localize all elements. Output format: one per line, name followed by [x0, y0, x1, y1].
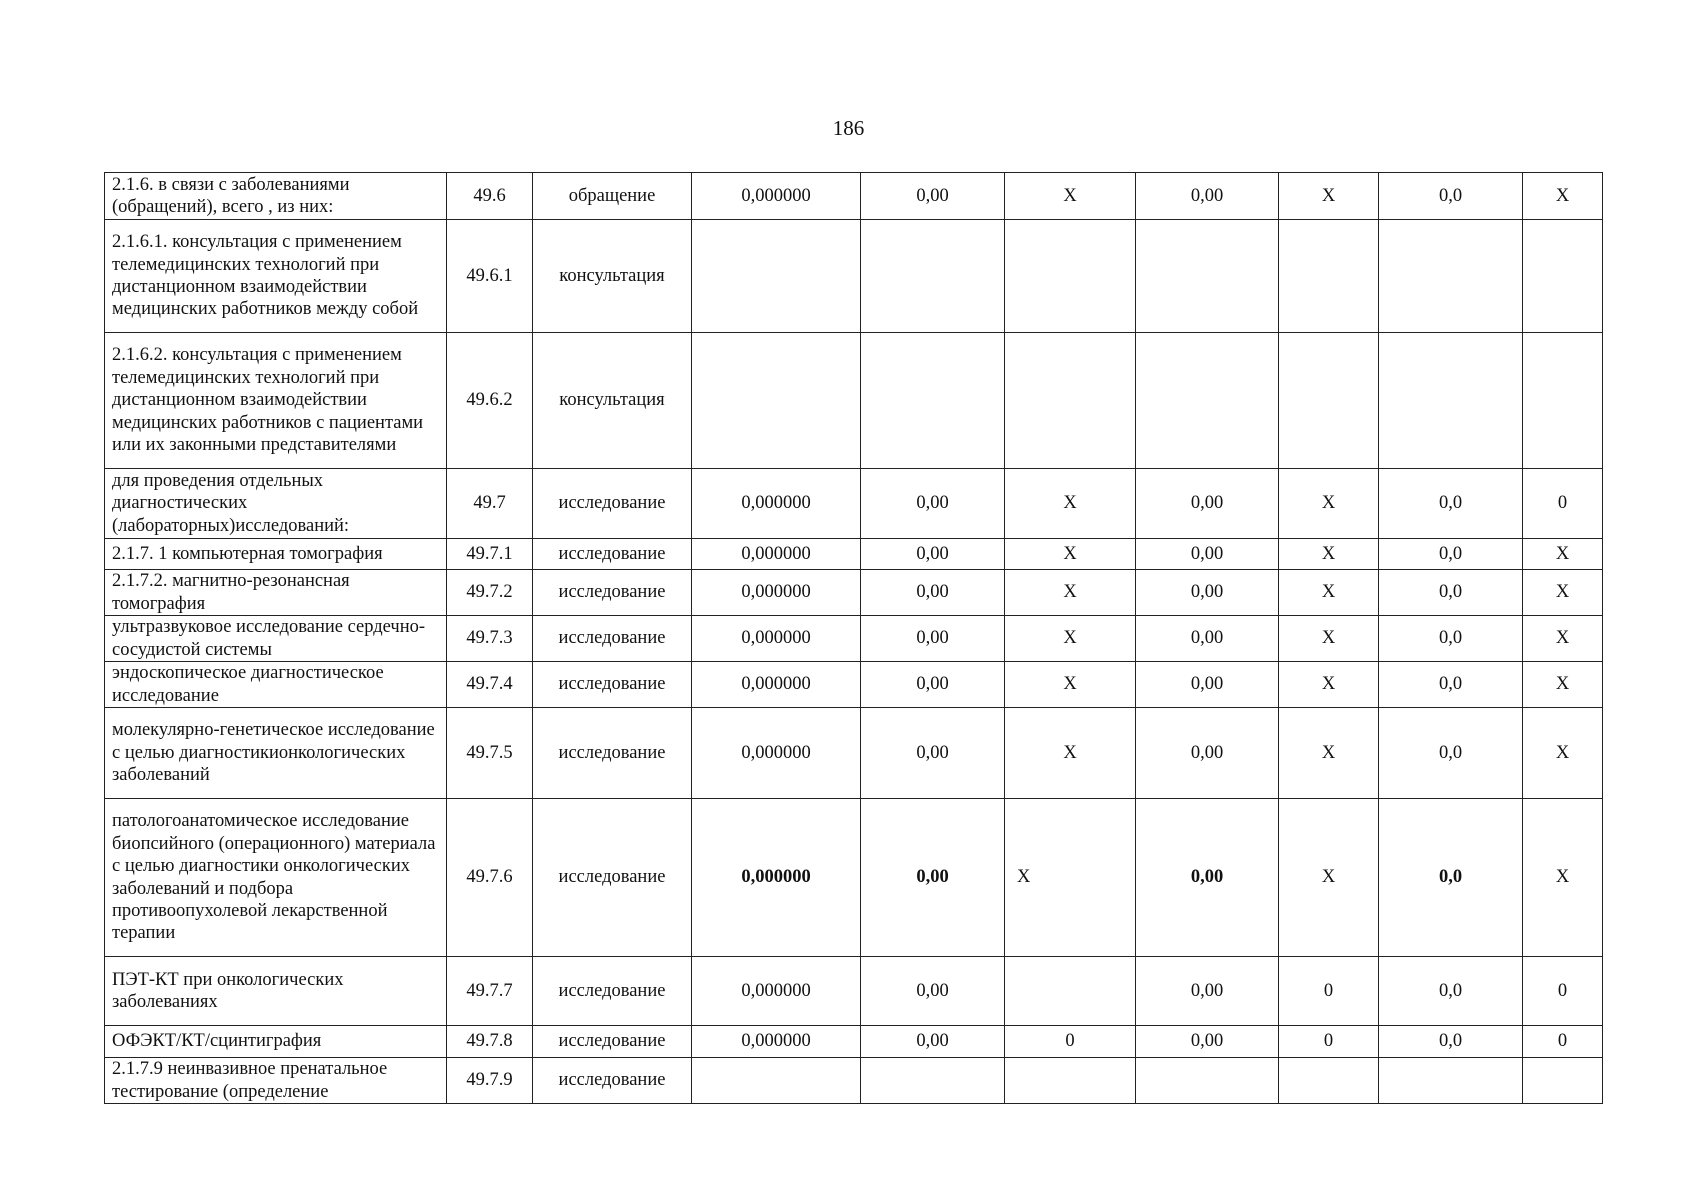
value-cell: X — [1523, 539, 1603, 570]
value-cell: X — [1523, 570, 1603, 616]
row-code-cell: 49.7.9 — [447, 1058, 533, 1104]
row-code-cell: 49.6 — [447, 173, 533, 220]
table-row — [105, 1058, 1603, 1104]
value-cell — [1005, 957, 1136, 1026]
row-name-cell: молекулярно-генетическое исследование с целью диагностикионкологических заболеваний — [105, 708, 447, 799]
table-row — [105, 469, 1603, 539]
value-cell: 0,000000 — [692, 173, 861, 220]
value-cell — [692, 333, 861, 469]
value-cell: 0,0 — [1379, 570, 1523, 616]
value-cell — [1279, 220, 1379, 333]
value-cell — [1136, 220, 1279, 333]
value-cell — [861, 333, 1005, 469]
value-cell — [1279, 1058, 1379, 1104]
row-unit-cell: консультация — [533, 333, 692, 469]
row-unit-cell: исследование — [533, 616, 692, 662]
value-cell — [1523, 1058, 1603, 1104]
value-cell: 0,00 — [861, 662, 1005, 708]
table-row — [105, 570, 1603, 616]
row-code-cell: 49.7.3 — [447, 616, 533, 662]
value-cell: 0,0 — [1379, 1026, 1523, 1058]
row-unit-cell: исследование — [533, 1058, 692, 1104]
value-cell — [1136, 333, 1279, 469]
value-cell: 0,000000 — [692, 799, 861, 957]
value-cell: X — [1523, 173, 1603, 220]
table-row — [105, 662, 1603, 708]
value-cell: 0,00 — [861, 957, 1005, 1026]
row-name-cell: 2.1.6.1. консультация с применением телемедицинских технологий при дистанционном взаимодействии медицинских работников между собой — [105, 220, 447, 333]
value-cell: 0,00 — [861, 539, 1005, 570]
row-unit-cell: исследование — [533, 539, 692, 570]
value-cell: 0,000000 — [692, 1026, 861, 1058]
value-cell: X — [1005, 469, 1136, 539]
value-cell: X — [1005, 708, 1136, 799]
value-cell: X — [1005, 570, 1136, 616]
row-code-cell: 49.7.8 — [447, 1026, 533, 1058]
value-cell: 0,000000 — [692, 616, 861, 662]
row-name-cell: 2.1.7. 1 компьютерная томография — [105, 539, 447, 570]
row-unit-cell: исследование — [533, 957, 692, 1026]
row-code-cell: 49.7.4 — [447, 662, 533, 708]
value-cell — [1523, 220, 1603, 333]
value-cell: 0 — [1523, 1026, 1603, 1058]
value-cell: 0,00 — [861, 616, 1005, 662]
value-cell: 0,00 — [1136, 662, 1279, 708]
value-cell: 0,000000 — [692, 708, 861, 799]
value-cell — [1136, 1058, 1279, 1104]
table-row — [105, 616, 1603, 662]
value-cell: X — [1279, 662, 1379, 708]
value-cell: X — [1279, 799, 1379, 957]
row-unit-cell: консультация — [533, 220, 692, 333]
value-cell: 0,000000 — [692, 570, 861, 616]
value-cell: 0,0 — [1379, 173, 1523, 220]
row-name-cell: ультразвуковое исследование сердечно-сосудистой системы — [105, 616, 447, 662]
value-cell: X — [1279, 616, 1379, 662]
value-cell: 0,00 — [1136, 1026, 1279, 1058]
table-row — [105, 799, 1603, 957]
row-name-cell: патологоанатомическое исследование биопсийного (операционного) материала с целью диагностики онкологических заболеваний и подбора противоопухолевой лекарственной терапии — [105, 799, 447, 957]
value-cell: X — [1279, 708, 1379, 799]
value-cell: 0 — [1523, 957, 1603, 1026]
row-code-cell: 49.7 — [447, 469, 533, 539]
row-name-cell: для проведения отдельных диагностических (лабораторных)исследований: — [105, 469, 447, 539]
value-cell: X — [1523, 616, 1603, 662]
value-cell: 0,0 — [1379, 799, 1523, 957]
value-cell: X — [1279, 173, 1379, 220]
row-unit-cell: исследование — [533, 469, 692, 539]
row-unit-cell: исследование — [533, 708, 692, 799]
value-cell: 0,0 — [1379, 539, 1523, 570]
value-cell: 0,00 — [1136, 616, 1279, 662]
value-cell: 0,0 — [1379, 708, 1523, 799]
value-cell: X — [1005, 539, 1136, 570]
row-name-cell: эндоскопическое диагностическое исследование — [105, 662, 447, 708]
row-name-cell: 2.1.7.9 неинвазивное пренатальное тестирование (определение — [105, 1058, 447, 1104]
value-cell — [861, 1058, 1005, 1104]
value-cell: 0,00 — [861, 799, 1005, 957]
row-code-cell: 49.7.5 — [447, 708, 533, 799]
value-cell: 0,0 — [1379, 662, 1523, 708]
value-cell: X — [1523, 708, 1603, 799]
value-cell — [1379, 220, 1523, 333]
table-row — [105, 333, 1603, 469]
value-cell: 0,00 — [861, 570, 1005, 616]
row-name-cell: 2.1.7.2. магнитно-резонансная томография — [105, 570, 447, 616]
row-code-cell: 49.7.7 — [447, 957, 533, 1026]
value-cell — [861, 220, 1005, 333]
value-cell: 0,00 — [861, 1026, 1005, 1058]
value-cell: X — [1005, 662, 1136, 708]
page-number: 186 — [832, 116, 865, 140]
value-cell — [692, 1058, 861, 1104]
value-cell — [1005, 220, 1136, 333]
value-cell: 0,00 — [1136, 469, 1279, 539]
value-cell: 0 — [1279, 1026, 1379, 1058]
value-cell: 0 — [1005, 1026, 1136, 1058]
value-cell: 0,0 — [1379, 957, 1523, 1026]
row-name-cell: 2.1.6. в связи с заболеваниями (обращений), всего , из них: — [105, 173, 447, 220]
row-code-cell: 49.6.1 — [447, 220, 533, 333]
value-cell — [692, 220, 861, 333]
value-cell: X — [1279, 539, 1379, 570]
value-cell: 0,000000 — [692, 469, 861, 539]
table-row — [105, 539, 1603, 570]
value-cell: X — [1279, 570, 1379, 616]
row-name-cell: 2.1.6.2. консультация с применением телемедицинских технологий при дистанционном взаимодействии медицинских работников с пациентами или их законными представителями — [105, 333, 447, 469]
value-cell: X — [1279, 469, 1379, 539]
value-cell: 0,00 — [861, 469, 1005, 539]
value-cell — [1005, 1058, 1136, 1104]
value-cell: X — [1523, 662, 1603, 708]
row-unit-cell: исследование — [533, 799, 692, 957]
value-cell: 0,00 — [1136, 570, 1279, 616]
row-unit-cell: исследование — [533, 570, 692, 616]
value-cell — [1523, 333, 1603, 469]
value-cell — [1005, 333, 1136, 469]
value-cell: 0,0 — [1379, 469, 1523, 539]
table-row — [105, 173, 1603, 220]
value-cell: 0,00 — [1136, 708, 1279, 799]
value-cell: 0,0 — [1379, 616, 1523, 662]
data-table — [104, 172, 1603, 1104]
table-row — [105, 957, 1603, 1026]
value-cell: 0 — [1523, 469, 1603, 539]
value-cell — [1379, 1058, 1523, 1104]
row-unit-cell: исследование — [533, 1026, 692, 1058]
value-cell: X — [1005, 173, 1136, 220]
row-code-cell: 49.7.1 — [447, 539, 533, 570]
table-row — [105, 708, 1603, 799]
row-code-cell: 49.6.2 — [447, 333, 533, 469]
value-cell: X — [1005, 799, 1136, 957]
value-cell: 0,00 — [1136, 539, 1279, 570]
row-code-cell: 49.7.2 — [447, 570, 533, 616]
value-cell — [1279, 333, 1379, 469]
row-code-cell: 49.7.6 — [447, 799, 533, 957]
value-cell: 0,00 — [1136, 173, 1279, 220]
value-cell: X — [1523, 799, 1603, 957]
value-cell: 0,000000 — [692, 957, 861, 1026]
row-unit-cell: исследование — [533, 662, 692, 708]
value-cell: 0,00 — [1136, 799, 1279, 957]
row-unit-cell: обращение — [533, 173, 692, 220]
value-cell: 0,00 — [1136, 957, 1279, 1026]
row-name-cell: ПЭТ-КТ при онкологических заболеваниях — [105, 957, 447, 1026]
value-cell: X — [1005, 616, 1136, 662]
row-name-cell: ОФЭКТ/КТ/сцинтиграфия — [105, 1026, 447, 1058]
value-cell: 0,00 — [861, 173, 1005, 220]
value-cell: 0,000000 — [692, 662, 861, 708]
value-cell: 0,000000 — [692, 539, 861, 570]
table-row — [105, 1026, 1603, 1058]
value-cell: 0,00 — [861, 708, 1005, 799]
value-cell: 0 — [1279, 957, 1379, 1026]
table-row — [105, 220, 1603, 333]
value-cell — [1379, 333, 1523, 469]
